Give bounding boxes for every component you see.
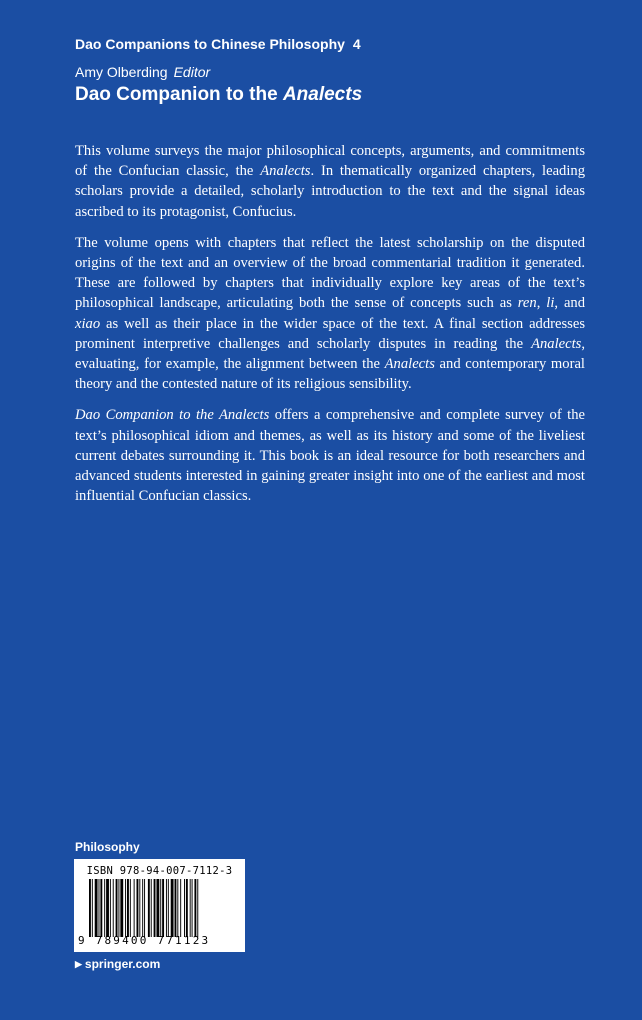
p3-italic-title: Dao Companion to the Analects: [75, 407, 270, 424]
p2-italic-analects-1: Analects: [531, 335, 582, 352]
p2-sep-2: , and: [554, 295, 586, 312]
publisher-link[interactable]: [75, 957, 160, 971]
subject-label: Philosophy: [75, 840, 140, 854]
p2-italic-analects-2: Analects: [384, 356, 435, 373]
blurb-paragraph-2: [75, 233, 585, 395]
series-name: Dao Companions to Chinese Philosophy: [75, 36, 345, 52]
p2-italic-xiao: xiao: [75, 315, 101, 332]
p2-text-c: , evaluating, for example, the alignment between the: [75, 335, 585, 373]
arrow-right-icon: ▶: [75, 959, 82, 969]
series-title: [75, 36, 361, 52]
p2-text-d: and contemporary moral theory and the contested nature of its religious sensibility.: [75, 356, 585, 393]
blurb-paragraph-1: [75, 141, 585, 222]
blurb-paragraph-3: [75, 405, 585, 506]
publisher-link-text: springer.com: [84, 957, 161, 971]
p1-italic-analects: Analects: [260, 163, 311, 180]
p2-italic-li: li: [546, 295, 555, 312]
blurb: [75, 141, 585, 517]
editor-line: [75, 64, 210, 80]
p2-text-a: The volume opens with chapters that reflect the latest scholarship on the disputed origins of the text and an overview of the broad commentarial tradition it generated. These are followed by chapters that individually explore key areas of the text’s philosophical landscape, articulating both the sense of concepts such as: [75, 234, 585, 312]
p2-italic-ren: ren: [517, 295, 537, 312]
isbn-barcode: [74, 859, 245, 952]
isbn-text: ISBN 978-94-007-7112-3: [86, 865, 233, 877]
barcode-bars: [89, 879, 234, 937]
p3-text-a: offers a comprehensive and complete survey of the text’s philosophical idiom and themes, as well as its history and some of the liveliest current debates surrounding it. This book is an ideal resource for both researchers and advanced students interested in gaining greater insight into one of the earliest and most influential Confucian classics.: [75, 407, 585, 505]
book-title-italic: Analects: [282, 84, 363, 105]
p2-text-b: as well as their place in the wider space of the text. A final section addresses prominent interpretive challenges and scholarly disputes in reading the: [75, 315, 585, 352]
book-title-prefix: Dao Companion to the: [75, 84, 283, 105]
p1-text-a: This volume surveys the major philosophical concepts, arguments, and commitments of the Confucian classic, the: [75, 143, 585, 180]
barcode-digits: 9 789400 771123: [78, 934, 211, 947]
book-title: [75, 84, 362, 106]
p2-sep-1: ,: [536, 295, 547, 312]
series-number: 4: [352, 36, 361, 52]
editor-name: Amy Olberding: [75, 64, 168, 80]
p1-text-c: . In thematically organized chapters, leading scholars provide a detailed, scholarly introduction to the text and the signal ideas ascribed to its protagonist, Confucius.: [75, 163, 585, 220]
editor-role: Editor: [173, 64, 211, 80]
